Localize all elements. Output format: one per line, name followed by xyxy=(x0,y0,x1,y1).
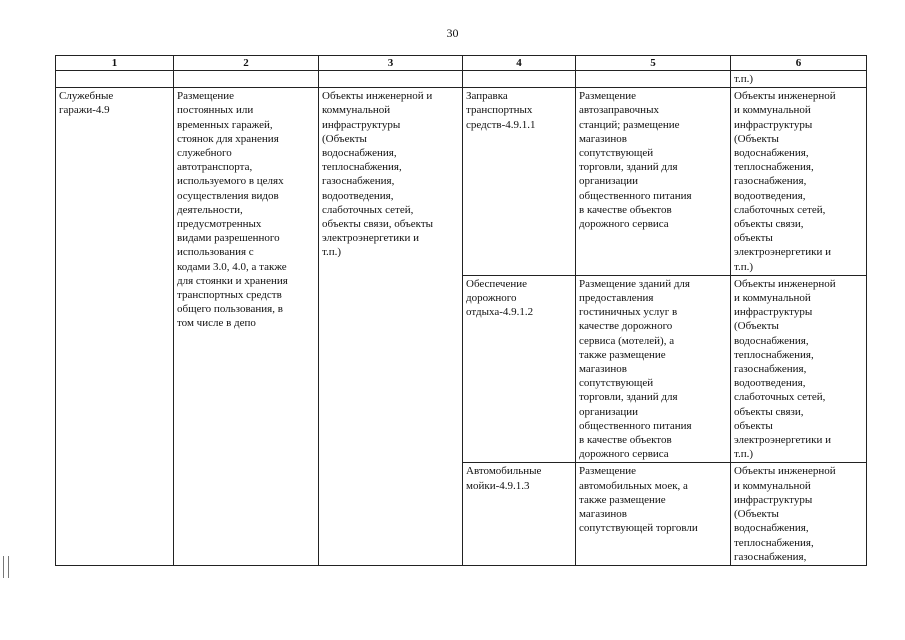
continuation-cell-6: т.п.) xyxy=(731,71,867,88)
scan-edge-mark xyxy=(3,556,9,578)
table-row xyxy=(56,88,867,276)
column-header-4: 4 xyxy=(463,56,576,71)
main-use-name: Служебные гаражи-4.9 xyxy=(56,88,174,566)
page-number: 30 xyxy=(446,26,459,40)
column-header-5: 5 xyxy=(576,56,731,71)
column-header-3: 3 xyxy=(319,56,463,71)
sub-use-auxiliary: Объекты инженерной и коммунальной инфраструктуры (Объекты водоснабжения, теплоснабжения, газоснабжения, водоотведения, слаботочных сетей, объекты связи, объекты электроэнергетики и т.п.) xyxy=(731,88,867,276)
land-use-table xyxy=(55,55,867,566)
header-row xyxy=(56,56,867,71)
continuation-cell-5 xyxy=(576,71,731,88)
main-use-description: Размещение постоянных или временных гаражей, стоянок для хранения служебного автотранспорта, используемого в целях осуществления видов деятельности, предусмотренных видами разрешенного использования с кодами 3.0, 4.0, а также для стоянки и хранения транспортных средств общего пользования, в том числе в депо xyxy=(174,88,319,566)
continuation-cell-4 xyxy=(463,71,576,88)
continuation-row xyxy=(56,71,867,88)
continuation-cell-3 xyxy=(319,71,463,88)
sub-use-auxiliary: Объекты инженерной и коммунальной инфраструктуры (Объекты водоснабжения, теплоснабжения, газоснабжения, xyxy=(731,463,867,565)
column-header-2: 2 xyxy=(174,56,319,71)
sub-use-name: Обеспечение дорожного отдыха-4.9.1.2 xyxy=(463,275,576,463)
sub-use-name: Автомобильные мойки-4.9.1.3 xyxy=(463,463,576,565)
sub-use-auxiliary: Объекты инженерной и коммунальной инфраструктуры (Объекты водоснабжения, теплоснабжения, газоснабжения, водоотведения, слаботочных сетей, объекты связи, объекты электроэнергетики и т.п.) xyxy=(731,275,867,463)
sub-use-description: Размещение зданий для предоставления гостиничных услуг в качестве дорожного сервиса (мотелей), а также размещение магазинов сопутствующей торговли, зданий для организации общественного питания в качестве объектов дорожного сервиса xyxy=(576,275,731,463)
column-header-1: 1 xyxy=(56,56,174,71)
column-header-6: 6 xyxy=(731,56,867,71)
continuation-cell-2 xyxy=(174,71,319,88)
continuation-cell-1 xyxy=(56,71,174,88)
sub-use-name: Заправка транспортных средств-4.9.1.1 xyxy=(463,88,576,276)
sub-use-description: Размещение автозаправочных станций; размещение магазинов сопутствующей торговли, зданий для организации общественного питания в качестве объектов дорожного сервиса xyxy=(576,88,731,276)
sub-use-description: Размещение автомобильных моек, а также размещение магазинов сопутствующей торговли xyxy=(576,463,731,565)
main-use-auxiliary: Объекты инженерной и коммунальной инфраструктуры (Объекты водоснабжения, теплоснабжения, газоснабжения, водоотведения, слаботочных сетей, объекты связи, объекты электроэнергетики и т.п.) xyxy=(319,88,463,566)
